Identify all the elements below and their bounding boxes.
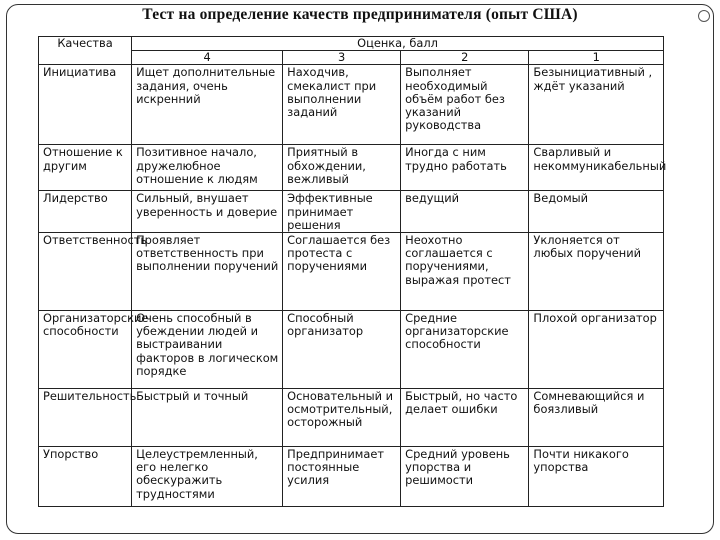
table-row — [39, 447, 664, 507]
score-cell: ведущий — [401, 191, 529, 233]
table-row — [39, 233, 664, 311]
table-row — [39, 191, 664, 233]
score-cell: Ищет дополнительные задания, очень искренний — [132, 65, 283, 145]
table-row — [39, 145, 664, 191]
header-quality: Качества — [39, 37, 132, 65]
score-cell: Сильный, внушает уверенность и доверие — [132, 191, 283, 233]
score-cell: Способный организатор — [283, 311, 401, 389]
score-cell: Быстрый, но часто делает ошибки — [401, 389, 529, 447]
score-cell: Иногда с ним трудно работать — [401, 145, 529, 191]
header-score: Оценка, балл — [132, 37, 664, 51]
score-cell: Выполняет необходимый объём работ без указаний руководства — [401, 65, 529, 145]
score-cell: Приятный в обхождении, вежливый — [283, 145, 401, 191]
table-row — [39, 311, 664, 389]
score-3: 3 — [283, 51, 401, 65]
score-cell: Почти никакого упорства — [529, 447, 664, 507]
quality-cell: Решительность — [39, 389, 132, 447]
score-cell: Плохой организатор — [529, 311, 664, 389]
page-title: Тест на определение качеств предпринимателя (опыт США) — [142, 6, 578, 23]
score-cell: Ведомый — [529, 191, 664, 233]
score-cell: Основательный и осмотрительный, осторожный — [283, 389, 401, 447]
qualities-table — [38, 36, 667, 507]
table-row — [39, 389, 664, 447]
score-cell: Проявляет ответственность при выполнении поручений — [132, 233, 283, 311]
score-cell: Средний уровень упорства и решимости — [401, 447, 529, 507]
score-cell: Очень способный в убеждении людей и выстраивании факторов в логическом порядке — [132, 311, 283, 389]
score-cell: Сварливый и некоммуникабельный — [529, 145, 664, 191]
score-2: 2 — [401, 51, 529, 65]
score-cell: Быстрый и точный — [132, 389, 283, 447]
score-cell: Соглашается без протеста с поручениями — [283, 233, 401, 311]
quality-cell: Инициатива — [39, 65, 132, 145]
quality-cell: Ответственность — [39, 233, 132, 311]
score-1: 1 — [529, 51, 664, 65]
quality-cell: Организаторские способности — [39, 311, 132, 389]
score-cell: Безынициативный , ждёт указаний — [529, 65, 664, 145]
score-cell: Позитивное начало, дружелюбное отношение к людям — [132, 145, 283, 191]
score-cell: Целеустремленный, его нелегко обескуражить трудностями — [132, 447, 283, 507]
score-cell: Предпринимает постоянные усилия — [283, 447, 401, 507]
score-cell: Находчив, смекалист при выполнении заданий — [283, 65, 401, 145]
score-cell: Сомневающийся и боязливый — [529, 389, 664, 447]
score-4: 4 — [132, 51, 283, 65]
quality-cell: Отношение к другим — [39, 145, 132, 191]
score-cell: Средние организаторские способности — [401, 311, 529, 389]
table-row — [39, 65, 664, 145]
score-cell: Эффективные принимает решения — [283, 191, 401, 233]
quality-cell: Упорство — [39, 447, 132, 507]
quality-cell: Лидерство — [39, 191, 132, 233]
score-cell: Уклоняется от любых поручений — [529, 233, 664, 311]
score-cell: Неохотно соглашается с поручениями, выражая протест — [401, 233, 529, 311]
